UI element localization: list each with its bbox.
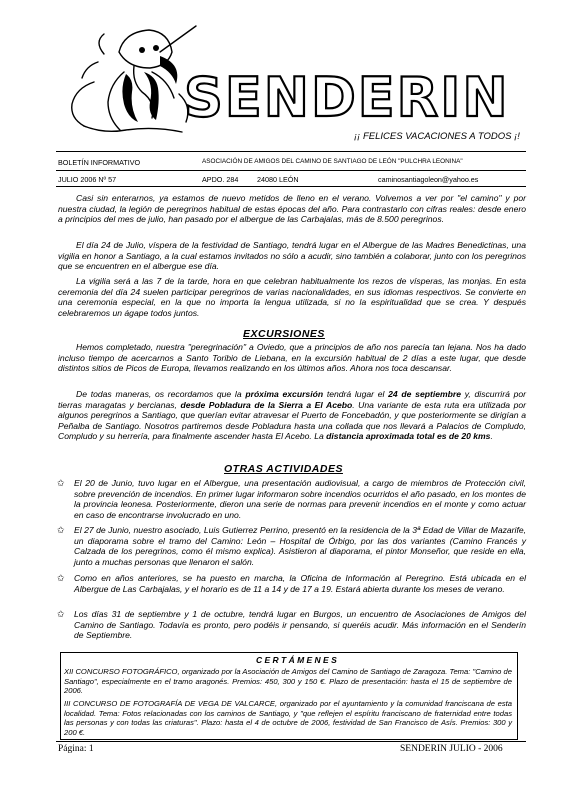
- excursiones-paragraph-1: Hemos completado, nuestra "peregrinación" a Oviedo, que a principios de año nos parecía tan lejana. Nos ha dado incluso tiempo de acercarnos a Santo Toribio de Liebana, en la excursión habitual de 2 días a este lugar, que desde distintos sitios de Picos de Europa, llevamos realizando en los últimos años. Ahora nos toca descansar.: [58, 342, 526, 374]
- po-box: APDO. 284: [202, 175, 239, 184]
- star-bullet-icon: ✩: [57, 573, 65, 583]
- footer-title: SENDERIN JULIO - 2006: [400, 744, 503, 754]
- email-link[interactable]: caminosantiagoleon@yahoo.es: [378, 175, 479, 184]
- association-name: ASOCIACIÓN DE AMIGOS DEL CAMINO DE SANTIAGO DE LEÓN "PULCHRA LEONINA": [202, 158, 463, 165]
- header-bottom-rule: [56, 186, 526, 187]
- activity-item-4: Los días 31 de septiembre y 1 de octubre, tendrá lugar en Burgos, un encuentro de Asociaciones de Amigos del Camino de Santiago. Todavía es pronto, pero podéis ir pensando, si queréis acudir. Más información en el Senderín de Septiembre.: [74, 609, 526, 641]
- star-bullet-icon: ✩: [57, 609, 65, 619]
- excursiones-paragraph-2: De todas maneras, os recordamos que la próxima excursión tendrá lugar el 24 de septiembre y, discurrirá por tierras maragatas y bercianas, desde Pobladura de la Sierra a El Acebo. Una variante de esta ruta era utilizada por algunos peregrinos a Santiago, que querían evitar atravesar el Puerto de Foncebadón, y que posteriormente se dirigían a Peñalba de Santiago. Nosotros partiremos desde Pobladura hasta una collada que nos llevará a Palacios de Compludo, Compludo y su herrería, para finalmente ascender hasta El Acebo. La distancia aproximada total es de 20 kms.: [58, 389, 526, 442]
- logo-text: SENDERIN: [184, 68, 510, 124]
- excursiones-heading: EXCURSIONES: [243, 328, 325, 340]
- otras-actividades-heading: OTRAS ACTIVIDADES: [224, 463, 343, 475]
- activity-item-2: El 27 de Junio, nuestro asociado, Luis Gutierrez Perrino, presentó en la residencia de la 3ª Edad de Villar de Mazarife, un diaporama sobre el tramo del Camino: León – Hospital de Órbigo, por las dos variantes (Camino Francés y Calzada de los peregrinos, como él mismo explica). Asistieron al diaporama, el pintor Monseñor, que reside en ella, junto a muchas personas que llenaron el salón.: [74, 525, 526, 567]
- star-bullet-icon: ✩: [57, 525, 65, 535]
- activity-item-1: El 20 de Junio, tuvo lugar en el Albergue, una presentación audiovisual, a cargo de miembros de Protección civil, sobre prevención de incendios. En primer lugar informaron sobre incendios ocurridos el año pasado, en los montes de la provincia leonesa. Posteriormente, dieron una serie de normas para prevenir incendios en el monte y como actuar en caso de encontrarse involucrado en uno.: [74, 478, 526, 520]
- intro-paragraph-2: El día 24 de Julio, víspera de la festividad de Santiago, tendrá lugar en el Albergue de las Madres Benedictinas, una vigilia en honor a Santiago, a la cual estamos invitados no sólo a acudir, sino también a colaborar, junto con los peregrinos que se encuentren en el albergue ese día.: [58, 240, 526, 272]
- senderin-logo: [180, 68, 536, 124]
- certamenes-heading: C E R T Á M E N E S: [256, 655, 337, 665]
- activity-item-3: Como en años anteriores, se ha puesto en marcha, la Oficina de Información al Peregrino. Está ubicada en el Albergue de Las Carbajalas, y el horario es de 11 a 14 y de 17 a 19. Estará abierta durante los meses de verano.: [74, 573, 526, 594]
- intro-paragraph-3: La vigilia será a las 7 de la tarde, hora en que celebran habitualmente los rezos de vísperas, las monjas. En esta ceremonia del día 24 suelen participar peregrinos de varias nacionalidades, en sus idiomas respectivos. Se convierte en una ceremonia especial, en la que no importa la lengua utilizada, si no la espiritualidad que se crea. Y después celebraremos un ágape todos juntos.: [58, 276, 526, 318]
- bulletin-label: BOLETÍN INFORMATIVO: [58, 158, 141, 167]
- header-mid-rule: [56, 170, 526, 171]
- header-top-rule: [56, 151, 526, 152]
- certamen-1: XII CONCURSO FOTOGRÁFICO, organizado por la Asociación de Amigos del Camino de Santiago de Zaragoza. Tema: "Camino de Santiago", especialmente en el tramo aragonés. Premios: 450, 300 y 150 €. Plazo de presentación: hasta el 15 de septiembre de 2006.: [64, 667, 512, 696]
- certamen-2: III CONCURSO DE FOTOGRAFÍA DE VEGA DE VALCARCE, organizado por el ayuntamiento y la comunidad franciscana de esta localidad. Tema: Fotos relacionadas con los caminos de Santiago, y "que reflejen el espíritu franciscano de fraternidad entre todas las personas y con todas las criaturas". Plazo: hasta el 4 de octubre de 2006, festividad de San Francisco de Asís. Premios: 300 y 200 €.: [64, 699, 512, 737]
- footer-rule: [56, 741, 526, 742]
- city: 24080 LEÓN: [257, 175, 299, 184]
- star-bullet-icon: ✩: [57, 478, 65, 488]
- page-number: Página: 1: [58, 744, 94, 754]
- issue-date: JULIO 2006 Nº 57: [58, 175, 117, 184]
- intro-paragraph-1: Casi sin enterarnos, ya estamos de nuevo metidos de lleno en el verano. Volvemos a ver por "el camino" y por nuestra ciudad, la legión de peregrinos habitual de estas épocas del año. Para contrastarlo con cifras reales: desde enero a principios del mes de julio, han pasado por el albergue de las Carbajalas, más de 8.500 peregrinos.: [58, 193, 526, 225]
- slogan: ¡¡ FELICES VACACIONES A TODOS ¡!: [354, 131, 520, 142]
